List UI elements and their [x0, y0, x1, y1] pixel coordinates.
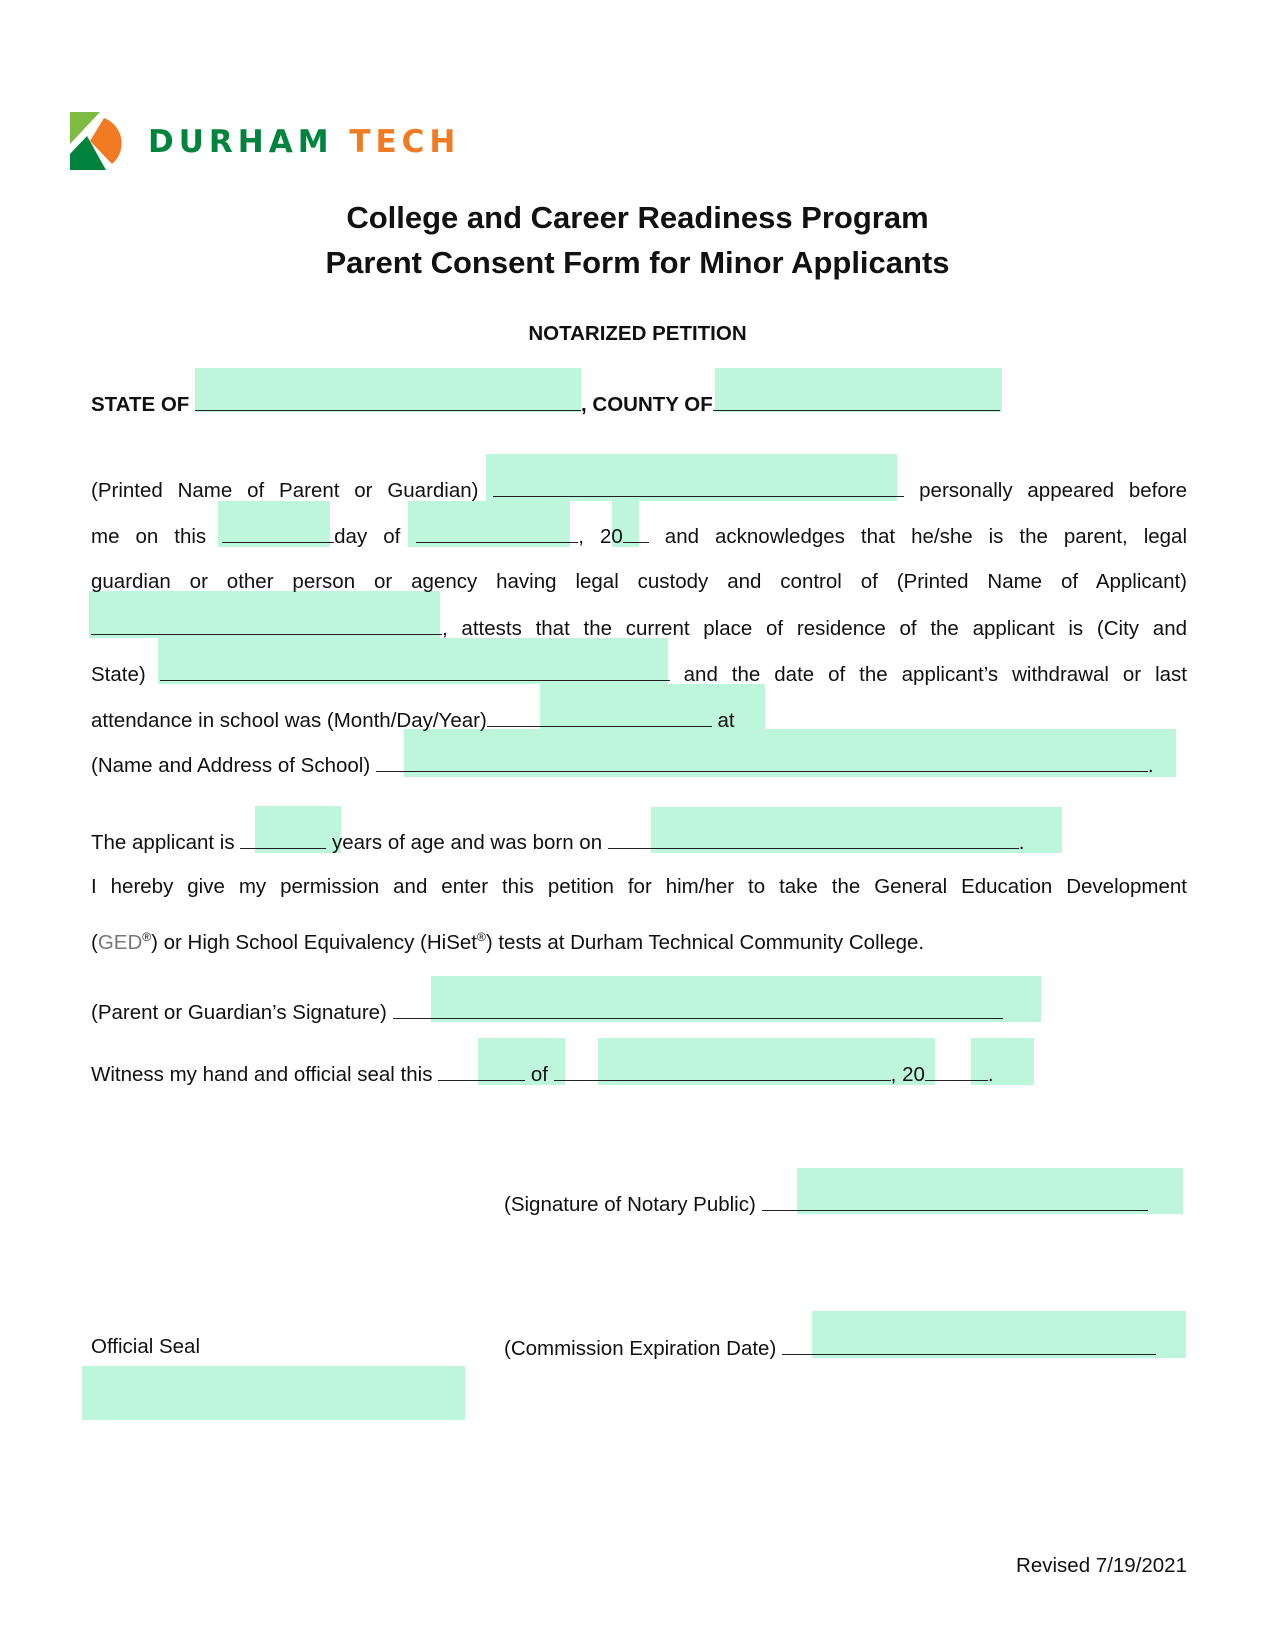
official-seal-label: Official Seal [91, 1335, 201, 1358]
text: personally appeared before [919, 479, 1187, 502]
blank [438, 1060, 525, 1081]
official-seal-area[interactable] [82, 1366, 465, 1420]
para-line-3: guardian or other person or agency having legal custody and control of (Printed Name of Applicant) [91, 570, 1187, 593]
text: , attests that the current place of residence of the applicant is (City and [442, 617, 1187, 640]
durham-tech-logo-icon [70, 112, 130, 172]
text: me on this [91, 525, 207, 548]
text: State) [91, 663, 146, 686]
text: . [1147, 754, 1154, 777]
blank [91, 614, 442, 635]
text: at [717, 709, 735, 732]
blank [762, 1190, 1148, 1211]
para-line-2 [91, 522, 1187, 550]
blank [487, 706, 712, 727]
commission-label: (Commission Expiration Date) [504, 1337, 777, 1360]
text: and the date of the applicant’s withdrawal or last [683, 663, 1187, 686]
para-line-7 [91, 751, 1187, 779]
blank [493, 476, 904, 497]
registered-mark: ® [142, 930, 152, 944]
text: years of age and was born on [332, 831, 603, 854]
text: Witness my hand and official seal this [91, 1063, 433, 1086]
state-blank [195, 390, 581, 411]
commission-line [504, 1334, 1156, 1362]
blank [222, 522, 334, 543]
witness-line [91, 1060, 1187, 1088]
text: attendance in school was (Month/Day/Year) [91, 709, 487, 732]
para-line-4 [91, 614, 1187, 642]
para-line-6 [91, 706, 1187, 734]
county-blank [713, 390, 1000, 411]
page-title: College and Career Readiness Program [346, 200, 929, 235]
blank [608, 828, 1019, 849]
blank [554, 1060, 891, 1081]
permission-line-2 [91, 924, 1187, 956]
text: , 20 [578, 525, 623, 548]
blank [160, 660, 670, 681]
text: (Name and Address of School) [91, 754, 371, 777]
text: of [530, 1063, 548, 1086]
blank [623, 522, 649, 543]
text: (Printed Name of Parent or Guardian) [91, 479, 479, 502]
notary-signature-line [504, 1190, 1148, 1218]
revised-date: Revised 7/19/2021 [1016, 1554, 1187, 1577]
blank [925, 1060, 988, 1081]
logo-tech: TECH [349, 124, 461, 160]
blank [416, 522, 578, 543]
text: day of [334, 525, 401, 548]
text: The applicant is [91, 831, 235, 854]
state-label: STATE OF [91, 393, 190, 416]
text: . [1018, 831, 1025, 854]
parent-signature-label: (Parent or Guardian’s Signature) [91, 1001, 387, 1024]
text: and acknowledges that he/she is the parent, legal [664, 525, 1188, 548]
notarized-petition-heading: NOTARIZED PETITION [528, 322, 747, 345]
age-line [91, 828, 1187, 856]
para-line-1 [91, 476, 1187, 504]
logo-text [148, 124, 460, 160]
text: , 20 [890, 1063, 925, 1086]
para-line-5 [91, 660, 1187, 688]
blank [240, 828, 326, 849]
blank [782, 1334, 1156, 1355]
notary-label: (Signature of Notary Public) [504, 1193, 756, 1216]
ged-text: GED [97, 930, 143, 954]
logo-durham: DURHAM [148, 124, 334, 160]
text: ) or High School Equivalency (HiSet [151, 930, 477, 954]
text: . [987, 1063, 994, 1086]
page-subtitle: Parent Consent Form for Minor Applicants [325, 245, 950, 280]
permission-line-1: I hereby give my permission and enter this petition for him/her to take the General Education Development [91, 875, 1187, 898]
registered-mark: ® [476, 930, 486, 944]
text: ( [91, 930, 98, 954]
parent-signature-line [91, 998, 1187, 1026]
blank [393, 998, 1003, 1019]
state-county-line [91, 390, 1187, 418]
blank [376, 751, 1148, 772]
text: ) tests at Durham Technical Community College. [485, 930, 925, 954]
county-label: , COUNTY OF [581, 393, 713, 416]
